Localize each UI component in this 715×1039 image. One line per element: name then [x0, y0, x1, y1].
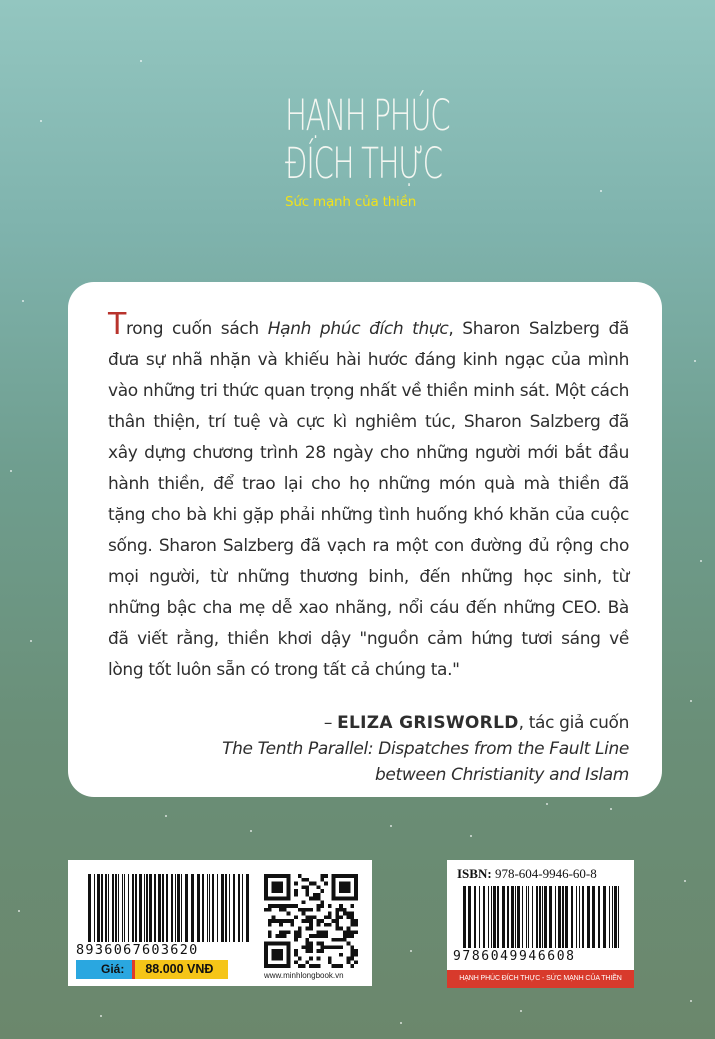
qr-module	[350, 964, 354, 968]
qr-module	[305, 885, 309, 889]
qr-module	[335, 919, 339, 923]
qr-module	[343, 930, 347, 934]
qr-module	[283, 904, 287, 908]
qr-module	[272, 882, 283, 893]
qr-module	[350, 912, 354, 916]
qr-module	[275, 934, 279, 938]
barcode-bar	[225, 874, 227, 942]
qr-module	[347, 942, 351, 946]
qr-module	[294, 953, 298, 957]
barcode-bar	[207, 874, 208, 942]
qr-module	[354, 949, 358, 953]
barcode-bar	[154, 874, 156, 942]
barcode-bar	[166, 874, 168, 942]
qr-module	[317, 964, 321, 968]
barcode-bar	[483, 886, 485, 948]
barcode-bar	[217, 874, 218, 942]
qr-module	[328, 912, 332, 916]
qr-module	[343, 934, 347, 938]
barcode-bar	[97, 874, 100, 942]
qr-module	[354, 923, 358, 927]
qr-module	[317, 897, 321, 901]
qr-module	[275, 904, 279, 908]
qr-module	[339, 938, 343, 942]
qr-module	[317, 930, 321, 934]
qr-module	[298, 930, 302, 934]
qr-module	[309, 908, 313, 912]
qr-module	[332, 938, 336, 942]
qr-module	[294, 893, 298, 897]
barcode-bar	[101, 874, 103, 942]
qr-module	[268, 930, 272, 934]
qr-module	[302, 878, 306, 882]
qr-module	[328, 957, 332, 961]
barcode-bar	[474, 886, 476, 948]
drop-cap: T	[108, 307, 126, 342]
qr-module	[305, 889, 309, 893]
barcode-bar	[555, 886, 556, 948]
qr-module	[309, 957, 313, 961]
qr-module	[324, 874, 328, 878]
qr-module	[290, 919, 294, 923]
barcode-bar	[493, 886, 496, 948]
barcode-bar	[618, 886, 619, 948]
qr-module	[309, 964, 313, 968]
qr-module	[339, 882, 350, 893]
qr-module	[350, 934, 354, 938]
qr-code	[264, 874, 358, 968]
barcode-bar	[88, 874, 91, 942]
barcode-bar	[528, 886, 529, 948]
isbn-text	[457, 866, 597, 882]
attribution-author: ELIZA GRISWORLD	[337, 713, 519, 733]
barcode-bar	[112, 874, 114, 942]
qr-module	[298, 874, 302, 878]
qr-module	[309, 923, 313, 927]
barcode-bar	[609, 886, 610, 948]
qr-module	[328, 915, 332, 919]
qr-module	[287, 930, 291, 934]
barcode-bar	[132, 874, 134, 942]
qr-module	[350, 904, 354, 908]
barcode-bar	[565, 886, 568, 948]
qr-module	[354, 960, 358, 964]
barcode-bar	[517, 886, 520, 948]
barcode-bar	[576, 886, 577, 948]
qr-module	[335, 915, 339, 919]
qr-module	[272, 919, 276, 923]
barcode-bar	[177, 874, 180, 942]
qr-module	[287, 904, 291, 908]
qr-module	[335, 923, 339, 927]
qr-module	[305, 893, 309, 897]
barcode-bar	[181, 874, 182, 942]
qr-module	[332, 964, 336, 968]
qr-module	[339, 908, 343, 912]
barcode-bar	[582, 886, 584, 948]
barcode-bar	[507, 886, 509, 948]
qr-module	[309, 942, 313, 946]
qr-module	[302, 912, 306, 916]
qr-module	[302, 945, 306, 949]
barcode-bar	[149, 874, 152, 942]
barcode-bar	[598, 886, 600, 948]
attribution-work-line-1: The Tenth Parallel: Dispatches from the Fault Line	[222, 739, 629, 759]
qr-module	[279, 923, 283, 927]
qr-module	[268, 923, 272, 927]
qr-module	[283, 934, 287, 938]
qr-module	[339, 904, 343, 908]
qr-module	[298, 957, 302, 961]
qr-module	[294, 934, 298, 938]
barcode-bar	[105, 874, 107, 942]
qr-module	[347, 927, 351, 931]
barcode-bar	[115, 874, 117, 942]
barcode-bar	[539, 886, 541, 948]
barcode-bar	[502, 886, 505, 948]
qr-module	[320, 878, 324, 882]
barcode-bar	[128, 874, 129, 942]
qr-module	[335, 945, 339, 949]
qr-module	[313, 964, 317, 968]
qr-module	[350, 945, 354, 949]
isbn-barcode	[463, 886, 623, 948]
barcode-bar	[221, 874, 224, 942]
qr-module	[313, 897, 317, 901]
qr-module	[294, 949, 298, 953]
barcode-bar	[536, 886, 538, 948]
barcode-bar	[144, 874, 145, 942]
barcode-bar	[233, 874, 235, 942]
barcode-bar	[122, 874, 123, 942]
attribution-author-line	[108, 710, 629, 736]
qr-module	[320, 919, 324, 923]
qr-module	[268, 934, 272, 938]
barcode-bar	[185, 874, 188, 942]
qr-module	[294, 889, 298, 893]
qr-module	[354, 953, 358, 957]
isbn-panel	[447, 860, 634, 988]
barcode-bar	[614, 886, 617, 948]
qr-module	[328, 945, 332, 949]
qr-module	[317, 919, 321, 923]
barcode-bar	[558, 886, 561, 948]
blurb-book-title: Hạnh phúc đích thực	[267, 319, 449, 339]
qr-module	[305, 927, 309, 931]
qr-module	[347, 915, 351, 919]
qr-module	[317, 957, 321, 961]
qr-module	[305, 908, 309, 912]
qr-module	[309, 927, 313, 931]
qr-module	[317, 942, 321, 946]
qr-module	[294, 904, 298, 908]
barcode-bar	[191, 874, 194, 942]
barcode-bar	[242, 874, 243, 942]
qr-module	[317, 908, 321, 912]
qr-module	[335, 912, 339, 916]
barcode-bar	[246, 874, 249, 942]
qr-module	[309, 934, 313, 938]
barcode-bar	[542, 886, 543, 948]
qr-module	[350, 953, 354, 957]
qr-module	[302, 964, 306, 968]
qr-module	[283, 908, 287, 912]
barcode-bar	[468, 886, 471, 948]
qr-module	[302, 919, 306, 923]
qr-module	[268, 904, 272, 908]
qr-module	[328, 904, 332, 908]
qr-module	[309, 897, 313, 901]
qr-module	[350, 915, 354, 919]
price-label: Giá:	[76, 960, 132, 979]
qr-module	[305, 938, 309, 942]
price-tag	[76, 960, 228, 979]
barcode-bar	[488, 886, 489, 948]
attribution-role: , tác giả cuốn	[518, 713, 629, 733]
qr-module	[335, 908, 339, 912]
attribution-dash: –	[323, 713, 338, 733]
qr-module	[302, 908, 306, 912]
qr-module	[339, 945, 343, 949]
qr-module	[328, 923, 332, 927]
qr-module	[343, 908, 347, 912]
qr-module	[317, 904, 321, 908]
qr-module	[320, 900, 324, 904]
qr-module	[354, 919, 358, 923]
barcode-bar	[479, 886, 480, 948]
barcode-bar	[612, 886, 613, 948]
barcode-bar	[94, 874, 95, 942]
barcode-bar	[592, 886, 595, 948]
barcode-bar	[587, 886, 590, 948]
barcode-bar	[139, 874, 142, 942]
qr-module	[328, 960, 332, 964]
barcode-bar	[238, 874, 240, 942]
qr-module	[305, 915, 309, 919]
qr-module	[313, 915, 317, 919]
isbn-footer-strip: HẠNH PHÚC ĐÍCH THỰC - SỨC MẠNH CỦA THIỀN	[447, 970, 634, 988]
qr-module	[347, 934, 351, 938]
qr-module	[279, 930, 283, 934]
qr-module	[320, 934, 324, 938]
qr-module	[294, 938, 298, 942]
qr-module	[279, 908, 283, 912]
qr-module	[305, 878, 309, 882]
qr-module	[332, 945, 336, 949]
blurb-card	[68, 282, 662, 797]
blurb-text	[108, 307, 629, 686]
qr-module	[294, 960, 298, 964]
qr-module	[290, 923, 294, 927]
qr-module	[272, 915, 276, 919]
qr-module	[350, 919, 354, 923]
qr-module	[324, 915, 328, 919]
qr-module	[339, 927, 343, 931]
qr-module	[339, 915, 343, 919]
barcode-bar	[544, 886, 547, 948]
barcode-bar	[549, 886, 552, 948]
qr-module	[305, 919, 309, 923]
qr-module	[305, 960, 309, 964]
qr-module	[309, 919, 313, 923]
qr-module	[294, 882, 298, 886]
qr-module	[339, 964, 343, 968]
price-barcode	[88, 874, 252, 942]
website-url: www.minhlongbook.vn	[264, 971, 344, 980]
qr-module	[283, 930, 287, 934]
barcode-bar	[571, 886, 573, 948]
qr-module	[335, 927, 339, 931]
qr-module	[320, 904, 324, 908]
blurb-attribution	[108, 710, 629, 788]
qr-module	[305, 949, 309, 953]
barcode-bar	[579, 886, 580, 948]
qr-module	[350, 957, 354, 961]
attribution-work-line-2: between Christianity and Islam	[374, 765, 629, 785]
qr-module	[309, 882, 313, 886]
book-title-line-1: HẠNH PHÚC	[285, 91, 450, 141]
qr-module	[317, 923, 321, 927]
book-title-block	[285, 92, 545, 210]
barcode-bar	[515, 886, 516, 948]
qr-module	[350, 930, 354, 934]
qr-module	[324, 945, 328, 949]
qr-module	[354, 930, 358, 934]
qr-module	[313, 882, 317, 886]
qr-module	[324, 882, 328, 886]
book-subtitle: Sức mạnh của thiền	[285, 194, 417, 210]
price-value: 88.000 VNĐ	[132, 960, 228, 979]
qr-module	[320, 874, 324, 878]
qr-module	[324, 930, 328, 934]
barcode-bar	[562, 886, 564, 948]
qr-module	[279, 919, 283, 923]
qr-module	[287, 919, 291, 923]
qr-module	[320, 942, 324, 946]
qr-module	[350, 923, 354, 927]
barcode-bar	[158, 874, 161, 942]
price-barcode-number: 8936067603620	[76, 942, 199, 958]
qr-module	[347, 960, 351, 964]
qr-module	[320, 945, 324, 949]
qr-module	[298, 908, 302, 912]
barcode-bar	[491, 886, 492, 948]
isbn-barcode-number: 9786049946608	[453, 949, 576, 964]
qr-module	[335, 938, 339, 942]
qr-module	[320, 949, 324, 953]
qr-module	[324, 934, 328, 938]
barcode-bar	[197, 874, 200, 942]
barcode-bar	[511, 886, 514, 948]
qr-module	[309, 949, 313, 953]
barcode-bar	[497, 886, 499, 948]
qr-module	[339, 953, 343, 957]
isbn-value: 978-604-9946-60-8	[494, 866, 597, 881]
barcode-bar	[212, 874, 214, 942]
qr-module	[317, 949, 321, 953]
qr-module	[317, 893, 321, 897]
barcode-bar	[118, 874, 119, 942]
qr-module	[272, 949, 283, 960]
qr-module	[309, 945, 313, 949]
qr-module	[268, 919, 272, 923]
qr-module	[298, 934, 302, 938]
qr-module	[350, 949, 354, 953]
barcode-bar	[526, 886, 527, 948]
barcode-bar	[229, 874, 230, 942]
barcode-bar	[171, 874, 173, 942]
book-title-line-2: ĐÍCH THỰC	[285, 139, 442, 189]
blurb-text-rest: , Sharon Salzberg đã đưa sự nhã nhặn và khiếu hài hước đáng kinh ngạc của mình vào những tri thức quan trọng nhất về thiền minh sát. Một cách thân thiện, trí tuệ và cực kì nghiêm túc, Sharon Salzberg đã xây dựng chương trình 28 ngày cho những người mới bắt đầu hành thiền, để trao lại cho họ những món quà mà thiền đã tặng cho bà khi gặp phải những tình huống khó khăn của cuộc sống. Sharon Salzberg đã vạch ra một con đường đủ rộng cho mọi người, từ những thương binh, đến những học sinh, từ những bậc cha mẹ dễ xao nhãng, nổi cáu đến những CEO. Bà đã viết rằng, thiền khơi dậy "nguồn cảm hứng tươi sáng về lòng tốt luôn sẵn có trong tất cả chúng ta."	[108, 319, 629, 680]
qr-module	[294, 915, 298, 919]
qr-module	[347, 912, 351, 916]
qr-module	[320, 889, 324, 893]
qr-module	[290, 904, 294, 908]
qr-module	[317, 885, 321, 889]
qr-module	[305, 942, 309, 946]
qr-module	[313, 893, 317, 897]
barcode-bar	[202, 874, 204, 942]
qr-module	[264, 908, 268, 912]
qr-module	[279, 904, 283, 908]
qr-module	[332, 919, 336, 923]
price-barcode-panel	[68, 860, 372, 986]
isbn-label: ISBN:	[457, 866, 492, 881]
qr-module	[302, 900, 306, 904]
qr-module	[324, 923, 328, 927]
qr-module	[347, 957, 351, 961]
qr-module	[283, 919, 287, 923]
barcode-bar	[146, 874, 148, 942]
qr-module	[309, 915, 313, 919]
qr-module	[335, 964, 339, 968]
barcode-bar	[209, 874, 210, 942]
barcode-bar	[135, 874, 137, 942]
qr-module	[268, 908, 272, 912]
qr-module	[305, 945, 309, 949]
barcode-bar	[108, 874, 109, 942]
qr-module	[347, 930, 351, 934]
barcode-bar	[463, 886, 466, 948]
barcode-bar	[124, 874, 125, 942]
qr-module	[298, 927, 302, 931]
qr-module	[343, 912, 347, 916]
barcode-bar	[603, 886, 606, 948]
qr-module	[313, 934, 317, 938]
qr-module	[287, 912, 291, 916]
barcode-bar	[532, 886, 533, 948]
barcode-bar	[175, 874, 176, 942]
qr-module	[298, 964, 302, 968]
barcode-bar	[162, 874, 164, 942]
qr-module	[343, 938, 347, 942]
qr-module	[272, 904, 276, 908]
qr-module	[275, 919, 279, 923]
qr-module	[317, 934, 321, 938]
qr-module	[302, 885, 306, 889]
qr-module	[279, 934, 283, 938]
barcode-bar	[522, 886, 523, 948]
qr-module	[320, 930, 324, 934]
qr-module	[294, 930, 298, 934]
blurb-text-start: rong cuốn sách	[125, 319, 268, 339]
